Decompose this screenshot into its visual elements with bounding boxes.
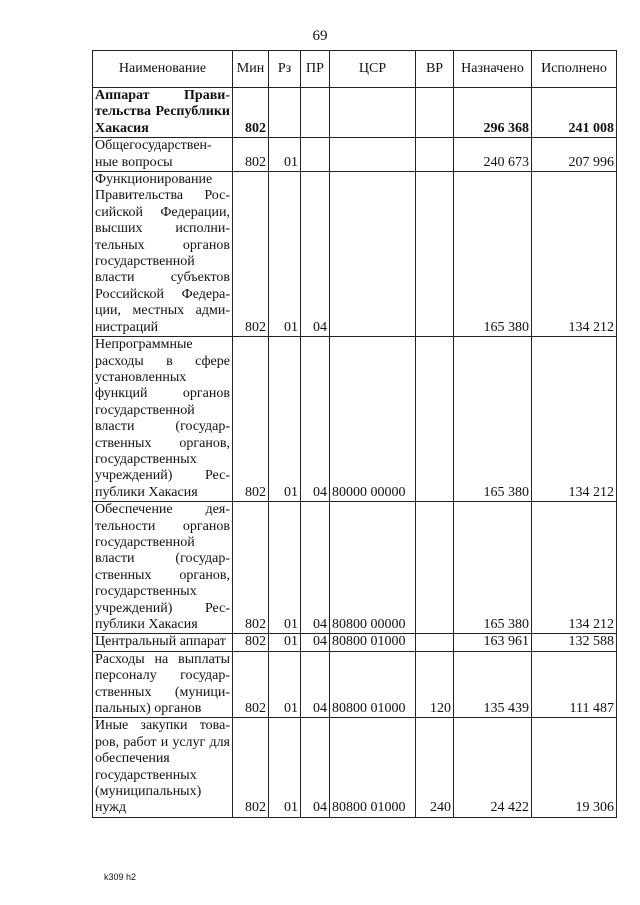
cell-name: Центральный аппарат [93,634,233,651]
cell-assigned: 165 380 [454,172,532,337]
cell-name: Обеспечение деятельности органов государственной власти (государственных органов, государственных учреждений) Республики Хакасия [93,502,233,634]
cell-assigned: 240 673 [454,138,532,172]
table-row [93,718,617,817]
cell-csr [330,172,416,337]
cell-name: Расходы на выплаты персоналу государственных (муниципальных) органов [93,651,233,718]
table-body [93,88,617,818]
cell-rz: 01 [269,502,301,634]
footer-code: k309 h2 [104,872,137,882]
cell-vr [416,138,454,172]
cell-csr: 80800 01000 [330,718,416,817]
cell-pr [301,88,330,138]
cell-pr: 04 [301,502,330,634]
column-header-name: Наименование [93,51,233,88]
cell-csr: 80800 00000 [330,502,416,634]
cell-min: 802 [233,138,269,172]
cell-name: Непрограммные расходы в сфере установленных функций органов государственной власти (государственных органов, государственных учреждений) Республики Хакасия [93,337,233,502]
cell-min: 802 [233,718,269,817]
cell-assigned: 296 368 [454,88,532,138]
cell-csr [330,138,416,172]
cell-pr [301,138,330,172]
cell-min: 802 [233,172,269,337]
cell-name: Аппарат Правительства Республики Хакасия [93,88,233,138]
cell-min: 802 [233,651,269,718]
column-header-vr: ВР [416,51,454,88]
cell-executed: 207 996 [532,138,617,172]
cell-pr: 04 [301,634,330,651]
column-header-pr: ПР [301,51,330,88]
column-header-rz: Рз [269,51,301,88]
cell-assigned: 135 439 [454,651,532,718]
column-header-csr: ЦСР [330,51,416,88]
column-header-executed: Исполнено [532,51,617,88]
cell-executed: 111 487 [532,651,617,718]
cell-rz: 01 [269,172,301,337]
cell-pr: 04 [301,337,330,502]
cell-vr: 240 [416,718,454,817]
cell-assigned: 163 961 [454,634,532,651]
cell-csr: 80800 01000 [330,651,416,718]
column-header-assigned: Назначено [454,51,532,88]
cell-rz: 01 [269,634,301,651]
cell-assigned: 24 422 [454,718,532,817]
cell-pr: 04 [301,172,330,337]
cell-vr [416,172,454,337]
cell-min: 802 [233,88,269,138]
cell-vr [416,337,454,502]
table-row [93,172,617,337]
cell-rz: 01 [269,718,301,817]
table-row [93,651,617,718]
column-header-min: Мин [233,51,269,88]
cell-executed: 132 588 [532,634,617,651]
cell-rz [269,88,301,138]
cell-pr: 04 [301,651,330,718]
cell-assigned: 165 380 [454,502,532,634]
cell-csr: 80800 01000 [330,634,416,651]
cell-executed: 134 212 [532,502,617,634]
cell-csr: 80000 00000 [330,337,416,502]
cell-csr [330,88,416,138]
cell-name: Функционирование Правительства Российской Федерации, высших исполнительных органов государственной власти субъектов Российской Федерации, местных администраций [93,172,233,337]
table-row [93,634,617,651]
cell-vr [416,88,454,138]
cell-name: Общегосударственные вопросы [93,138,233,172]
cell-executed: 241 008 [532,88,617,138]
cell-executed: 19 306 [532,718,617,817]
cell-executed: 134 212 [532,337,617,502]
cell-rz: 01 [269,337,301,502]
cell-assigned: 165 380 [454,337,532,502]
cell-vr [416,502,454,634]
cell-vr [416,634,454,651]
cell-vr: 120 [416,651,454,718]
budget-table [92,50,617,818]
table-row [93,88,617,138]
page-number: 69 [312,28,328,44]
table-row [93,337,617,502]
cell-executed: 134 212 [532,172,617,337]
cell-min: 802 [233,337,269,502]
table-row [93,138,617,172]
cell-name: Иные закупки товаров, работ и услуг для обеспечения государственных (муниципальных) нужд [93,718,233,817]
cell-rz: 01 [269,651,301,718]
cell-min: 802 [233,634,269,651]
table-header-row [93,51,617,88]
cell-rz: 01 [269,138,301,172]
cell-pr: 04 [301,718,330,817]
table-row [93,502,617,634]
cell-min: 802 [233,502,269,634]
